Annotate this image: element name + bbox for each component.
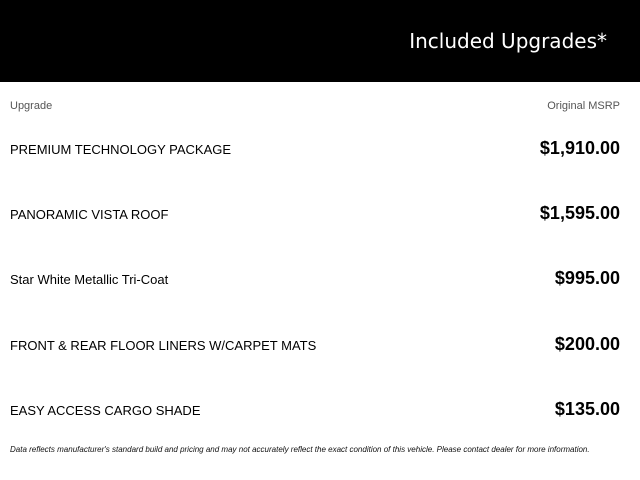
table-row	[0, 199, 640, 229]
upgrade-price: $1,595.00	[539, 203, 620, 223]
upgrade-name: PANORAMIC VISTA ROOF	[10, 207, 169, 222]
upgrade-price: $200.00	[554, 334, 620, 354]
column-header-msrp: Original MSRP	[547, 100, 620, 112]
table-row	[0, 395, 640, 425]
upgrade-name: Star White Metallic Tri-Coat	[10, 272, 169, 287]
upgrade-name: EASY ACCESS CARGO SHADE	[10, 403, 201, 418]
table-row	[0, 134, 640, 164]
disclaimer-text: Data reflects manufacturer's standard build and pricing and may not accurately reflect the exact condition of this vehicle. Please contact dealer for more information.	[10, 445, 590, 454]
upgrade-name: FRONT & REAR FLOOR LINERS W/CARPET MATS	[10, 338, 317, 353]
header-bar	[0, 0, 640, 82]
upgrade-price: $995.00	[554, 268, 620, 288]
page-title: Included Upgrades*	[409, 29, 607, 53]
upgrade-price: $1,910.00	[539, 138, 620, 158]
upgrade-name: PREMIUM TECHNOLOGY PACKAGE	[10, 142, 232, 157]
upgrade-price: $135.00	[554, 399, 620, 419]
table-row	[0, 264, 640, 294]
table-row	[0, 330, 640, 360]
column-header-upgrade: Upgrade	[10, 100, 53, 112]
